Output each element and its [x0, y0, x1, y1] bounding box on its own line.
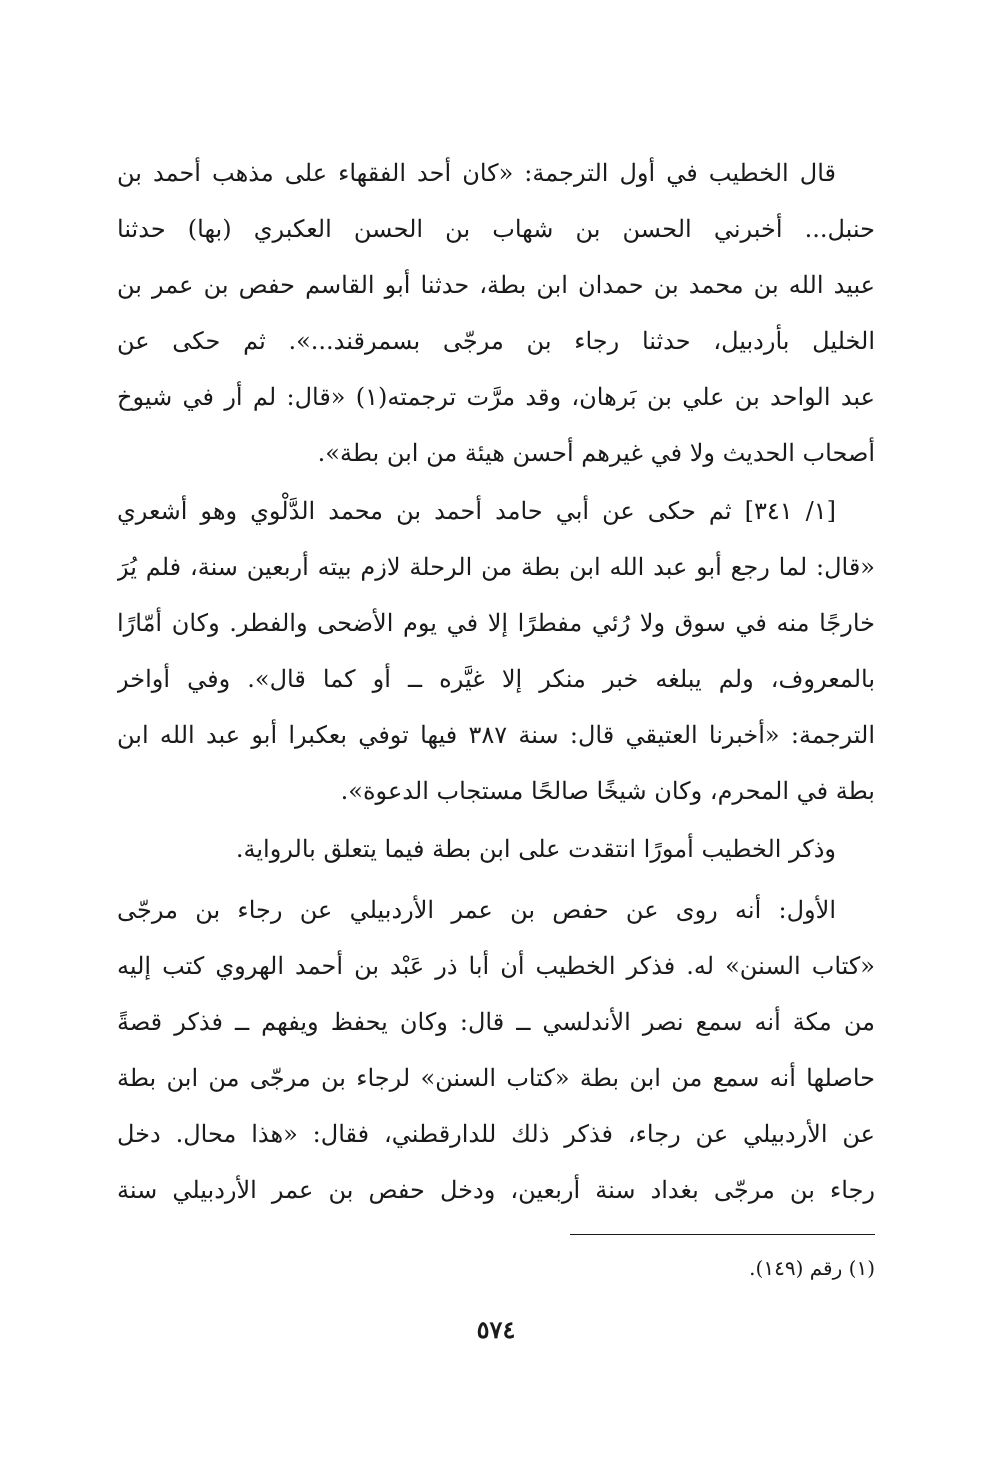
text-line: عن الأردبيلي عن رجاء، فذكر ذلك للدارقطني، فقال: «هذا محال. دخل — [117, 1120, 875, 1148]
text-line: وذكر الخطيب أمورًا انتقدت على ابن بطة فيما يتعلق بالرواية. — [235, 835, 836, 863]
text-line: الأول: أنه روى عن حفص بن عمر الأردبيلي عن رجاء بن مرجّى — [117, 896, 836, 924]
text-line: رجاء بن مرجّى بغداد سنة أربعين، ودخل حفص بن عمر الأردبيلي سنة — [117, 1176, 875, 1204]
footnote: (١) رقم (١٤٩). — [749, 1256, 875, 1280]
text-line: [١/ ٣٤١] ثم حكى عن أبي حامد أحمد بن محمد الدَّلْوي وهو أشعري — [117, 497, 836, 525]
footnote-divider — [570, 1234, 875, 1235]
text-line: «قال: لما رجع أبو عبد الله ابن بطة من الرحلة لازم بيته أربعين سنة، فلم يُرَ — [117, 553, 875, 581]
text-line: الترجمة: «أخبرنا العتيقي قال: سنة ٣٨٧ فيها توفي بعكبرا أبو عبد الله ابن — [117, 721, 875, 749]
text-line: أصحاب الحديث ولا في غيرهم أحسن هيئة من ابن بطة». — [317, 439, 875, 467]
text-line: عبيد الله بن محمد بن حمدان ابن بطة، حدثنا أبو القاسم حفص بن عمر بن — [117, 271, 875, 299]
text-line: قال الخطيب في أول الترجمة: «كان أحد الفقهاء على مذهب أحمد بن — [117, 159, 836, 187]
text-line: بطة في المحرم، وكان شيخًا صالحًا مستجاب الدعوة». — [340, 777, 875, 805]
text-line: حاصلها أنه سمع من ابن بطة «كتاب السنن» لرجاء بن مرجّى من ابن بطة — [117, 1064, 875, 1092]
text-line: بالمعروف، ولم يبلغه خبر منكر إلا غيَّره ــ أو كما قال». وفي أواخر — [117, 665, 875, 693]
text-line: حنبل... أخبرني الحسن بن شهاب بن الحسن العكبري (بها) حدثنا — [117, 215, 875, 243]
page-number: ٥٧٤ — [476, 1315, 516, 1344]
text-line: عبد الواحد بن علي بن بَرهان، وقد مرَّت ترجمته(١) «قال: لم أر في شيوخ — [117, 383, 875, 411]
text-line: الخليل بأردبيل، حدثنا رجاء بن مرجّى بسمرقند...». ثم حكى عن — [117, 327, 875, 355]
text-line: «كتاب السنن» له. فذكر الخطيب أن أبا ذر عَبْد بن أحمد الهروي كتب إليه — [117, 952, 875, 980]
text-line: من مكة أنه سمع نصر الأندلسي ــ قال: وكان يحفظ ويفهم ــ فذكر قصةً — [117, 1008, 875, 1036]
text-line: خارجًا منه في سوق ولا رُئي مفطرًا إلا في يوم الأضحى والفطر. وكان أمّارًا — [117, 609, 875, 637]
